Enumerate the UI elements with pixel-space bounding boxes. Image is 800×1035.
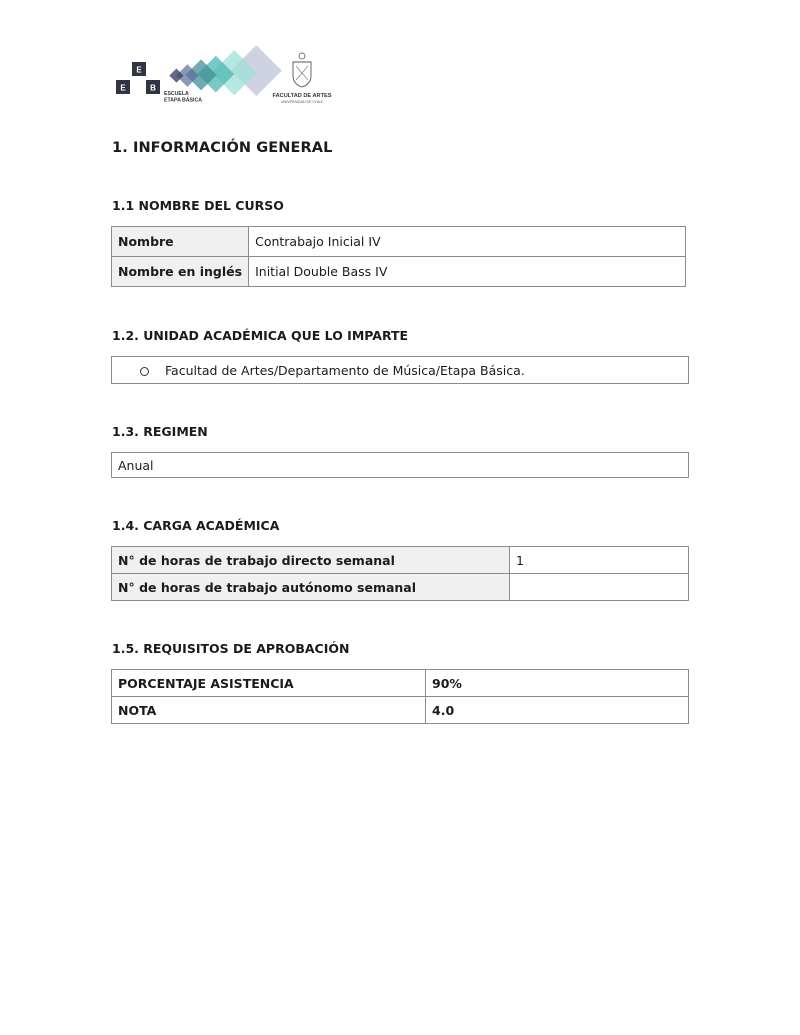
table-label: N° de horas de trabajo autónomo semanal [112, 574, 510, 601]
nombre-curso-table [111, 226, 686, 287]
regimen-table [111, 452, 689, 478]
logo-etapa-text: ETAPA BÁSICA [164, 97, 202, 104]
table-value: 4.0 [426, 697, 689, 724]
table-row [112, 357, 689, 384]
table-value: 90% [426, 670, 689, 697]
nombre-curso-heading: 1.1 NOMBRE DEL CURSO [112, 198, 284, 213]
requisitos-heading: 1.5. REQUISITOS DE APROBACIÓN [112, 641, 350, 656]
list-item [112, 357, 689, 384]
carga-heading: 1.4. CARGA ACADÉMICA [112, 518, 280, 533]
table-value: 1 [510, 547, 689, 574]
logo-letter: B [150, 83, 156, 93]
table-value: Contrabajo Inicial IV [249, 227, 686, 257]
section-title: 1. INFORMACIÓN GENERAL [112, 140, 333, 156]
table-value [510, 574, 689, 601]
regimen-value: Anual [112, 453, 689, 478]
unidad-table [111, 356, 689, 384]
table-label: Nombre [112, 227, 249, 257]
escuela-etapa-basica-logo [112, 46, 334, 108]
requisitos-table [111, 669, 689, 724]
logo-facultad-text: FACULTAD DE ARTES [272, 93, 332, 99]
table-row [112, 257, 686, 287]
table-row [112, 547, 689, 574]
logo-universidad-text: UNIVERSIDAD DE CHILE [280, 100, 324, 104]
unidad-item-text: Facultad de Artes/Departamento de Música/Etapa Básica. [165, 362, 525, 378]
logo-escuela-text: ESCUELA [164, 91, 189, 97]
table-row [112, 453, 689, 478]
table-value: Initial Double Bass IV [249, 257, 686, 287]
table-label: NOTA [112, 697, 426, 724]
unidad-heading: 1.2. UNIDAD ACADÉMICA QUE LO IMPARTE [112, 328, 409, 343]
table-row [112, 697, 689, 724]
table-row [112, 670, 689, 697]
table-label: PORCENTAJE ASISTENCIA [112, 670, 426, 697]
carga-table [111, 546, 689, 601]
crest-icon [293, 53, 311, 87]
table-row [112, 574, 689, 601]
table-label: N° de horas de trabajo directo semanal [112, 547, 510, 574]
table-row [112, 227, 686, 257]
logo-letter: E [120, 83, 126, 93]
table-label: Nombre en inglés [112, 257, 249, 287]
regimen-heading: 1.3. REGIMEN [112, 424, 208, 439]
bullet-circle-icon [140, 367, 149, 376]
logo-letter: E [136, 65, 142, 75]
